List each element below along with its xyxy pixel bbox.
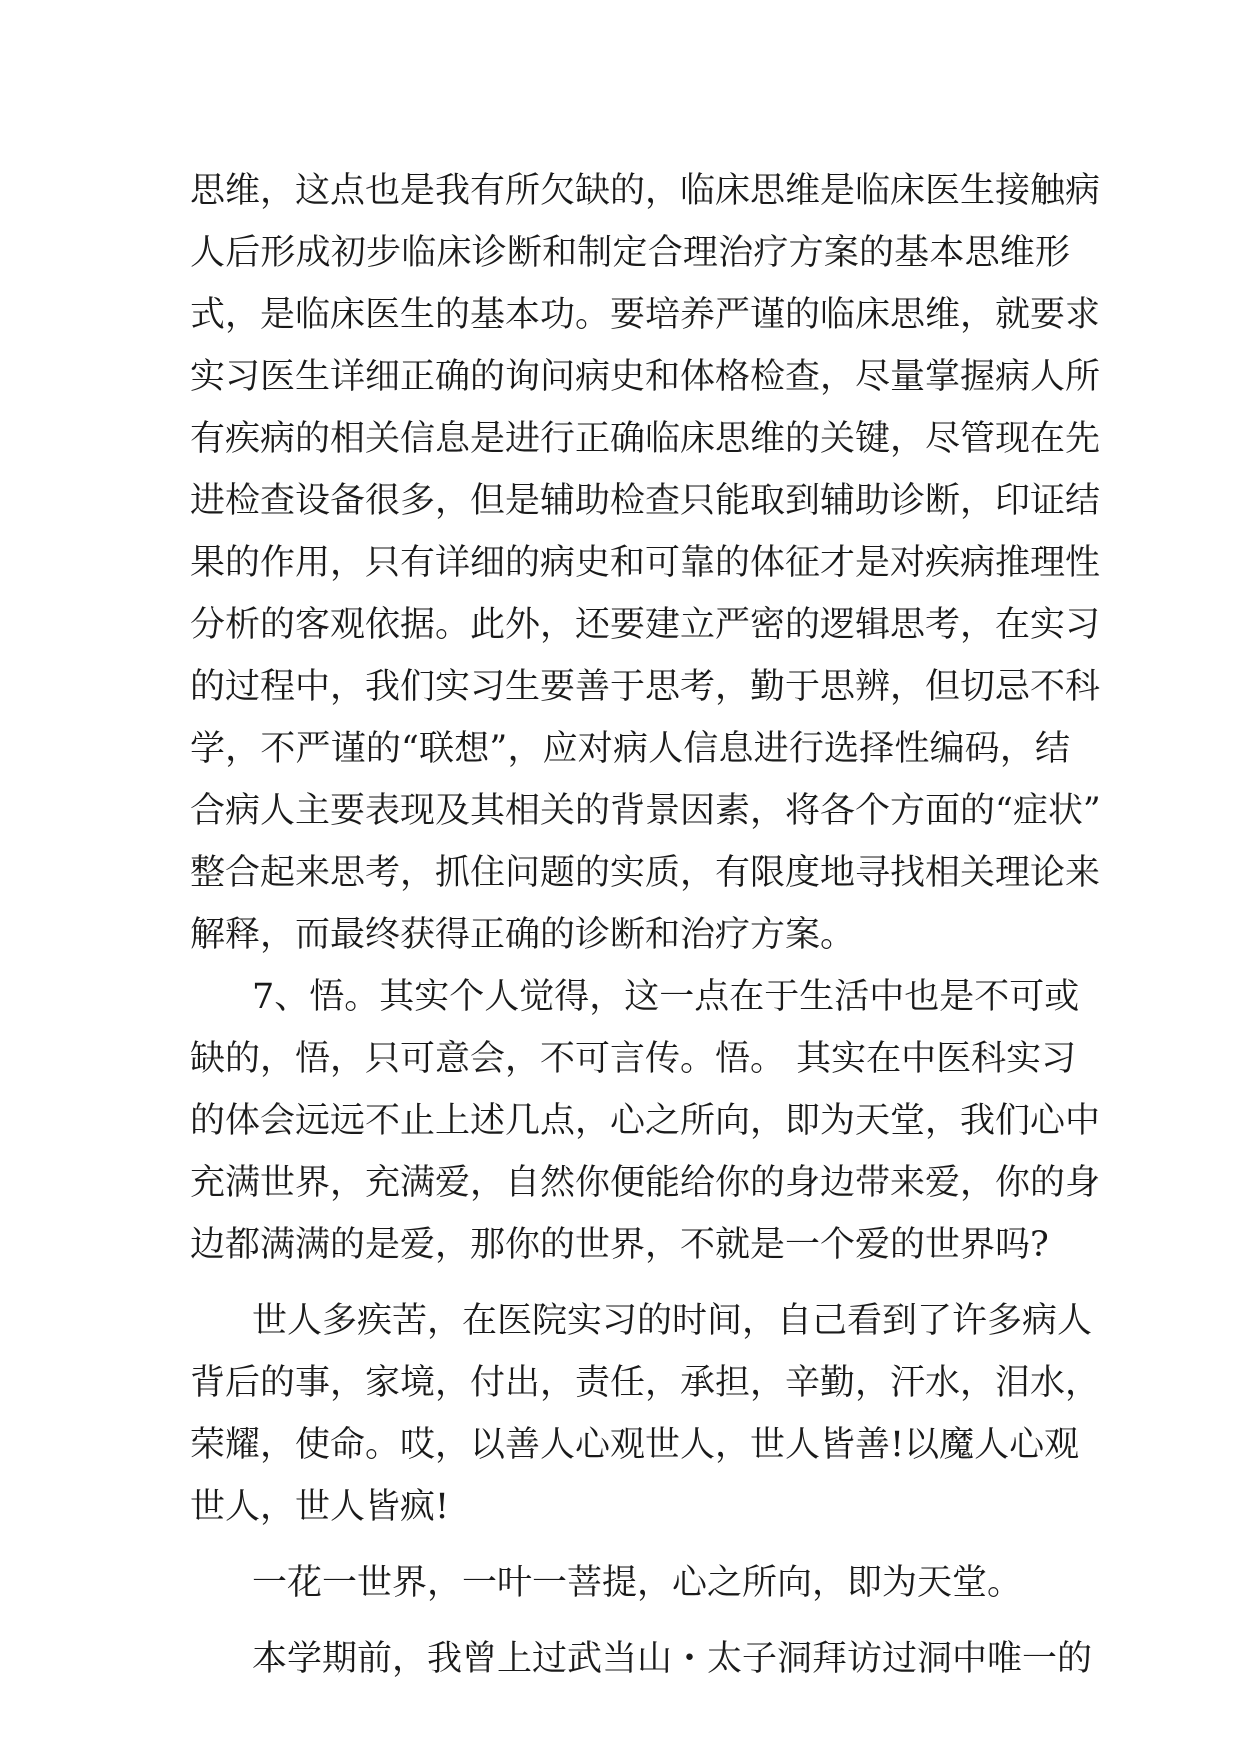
text-line: 的体会远远不止上述几点，心之所向，即为天堂，我们心中 [190,1101,1101,1141]
text-line: 整合起来思考，抓住问题的实质，有限度地寻找相关理论来 [190,853,1101,893]
body-text [190,160,1101,1690]
text-line: 进检查设备很多，但是辅助检查只能取到辅助诊断，印证结 [190,481,1101,521]
text-line: 式，是临床医生的基本功。要培养严谨的临床思维，就要求 [190,295,1101,335]
text-line: 分析的客观依据。此外，还要建立严密的逻辑思考，在实习 [190,605,1101,645]
text-line: 本学期前，我曾上过武当山・太子洞拜访过洞中唯一的 [252,1639,1093,1679]
text-line: 充满世界，充满爱，自然你便能给你的身边带来爱，你的身 [190,1163,1101,1203]
text-line: 世人，世人皆疯! [190,1487,450,1527]
text-line: 果的作用，只有详细的病史和可靠的体征才是对疾病推理性 [190,543,1101,583]
text-line: 的过程中，我们实习生要善于思考，勤于思辨，但切忌不科 [190,667,1101,707]
text-line: 人后形成初步临床诊断和制定合理治疗方案的基本思维形 [190,233,1070,273]
text-line: 世人多疾苦，在医院实习的时间，自己看到了许多病人 [252,1301,1093,1341]
text-line: 实习医生详细正确的询问病史和体格检查，尽量掌握病人所 [190,357,1101,397]
text-line: 背后的事，家境，付出，责任，承担，辛勤，汗水，泪水， [190,1363,1101,1403]
text-line: 7、悟。其实个人觉得，这一点在于生活中也是不可或 [252,977,1080,1017]
text-line: 荣耀，使命。哎，以善人心观世人，世人皆善!以魔人心观 [190,1425,1080,1465]
text-line: 有疾病的相关信息是进行正确临床思维的关键，尽管现在先 [190,419,1101,459]
text-line: 缺的，悟，只可意会，不可言传。悟。 其实在中医科实习 [190,1039,1077,1079]
text-line: 一花一世界，一叶一菩提，心之所向，即为天堂。 [252,1563,1023,1603]
text-line: 思维，这点也是我有所欠缺的，临床思维是临床医生接触病 [190,171,1101,211]
text-line: 学，不严谨的“联想”，应对病人信息进行选择性编码，结 [190,729,1070,769]
text-line: 解释，而最终获得正确的诊断和治疗方案。 [190,915,856,955]
text-line: 合病人主要表现及其相关的背景因素，将各个方面的“症状” [190,791,1101,831]
text-line: 边都满满的是爱，那你的世界，不就是一个爱的世界吗? [190,1225,1049,1265]
